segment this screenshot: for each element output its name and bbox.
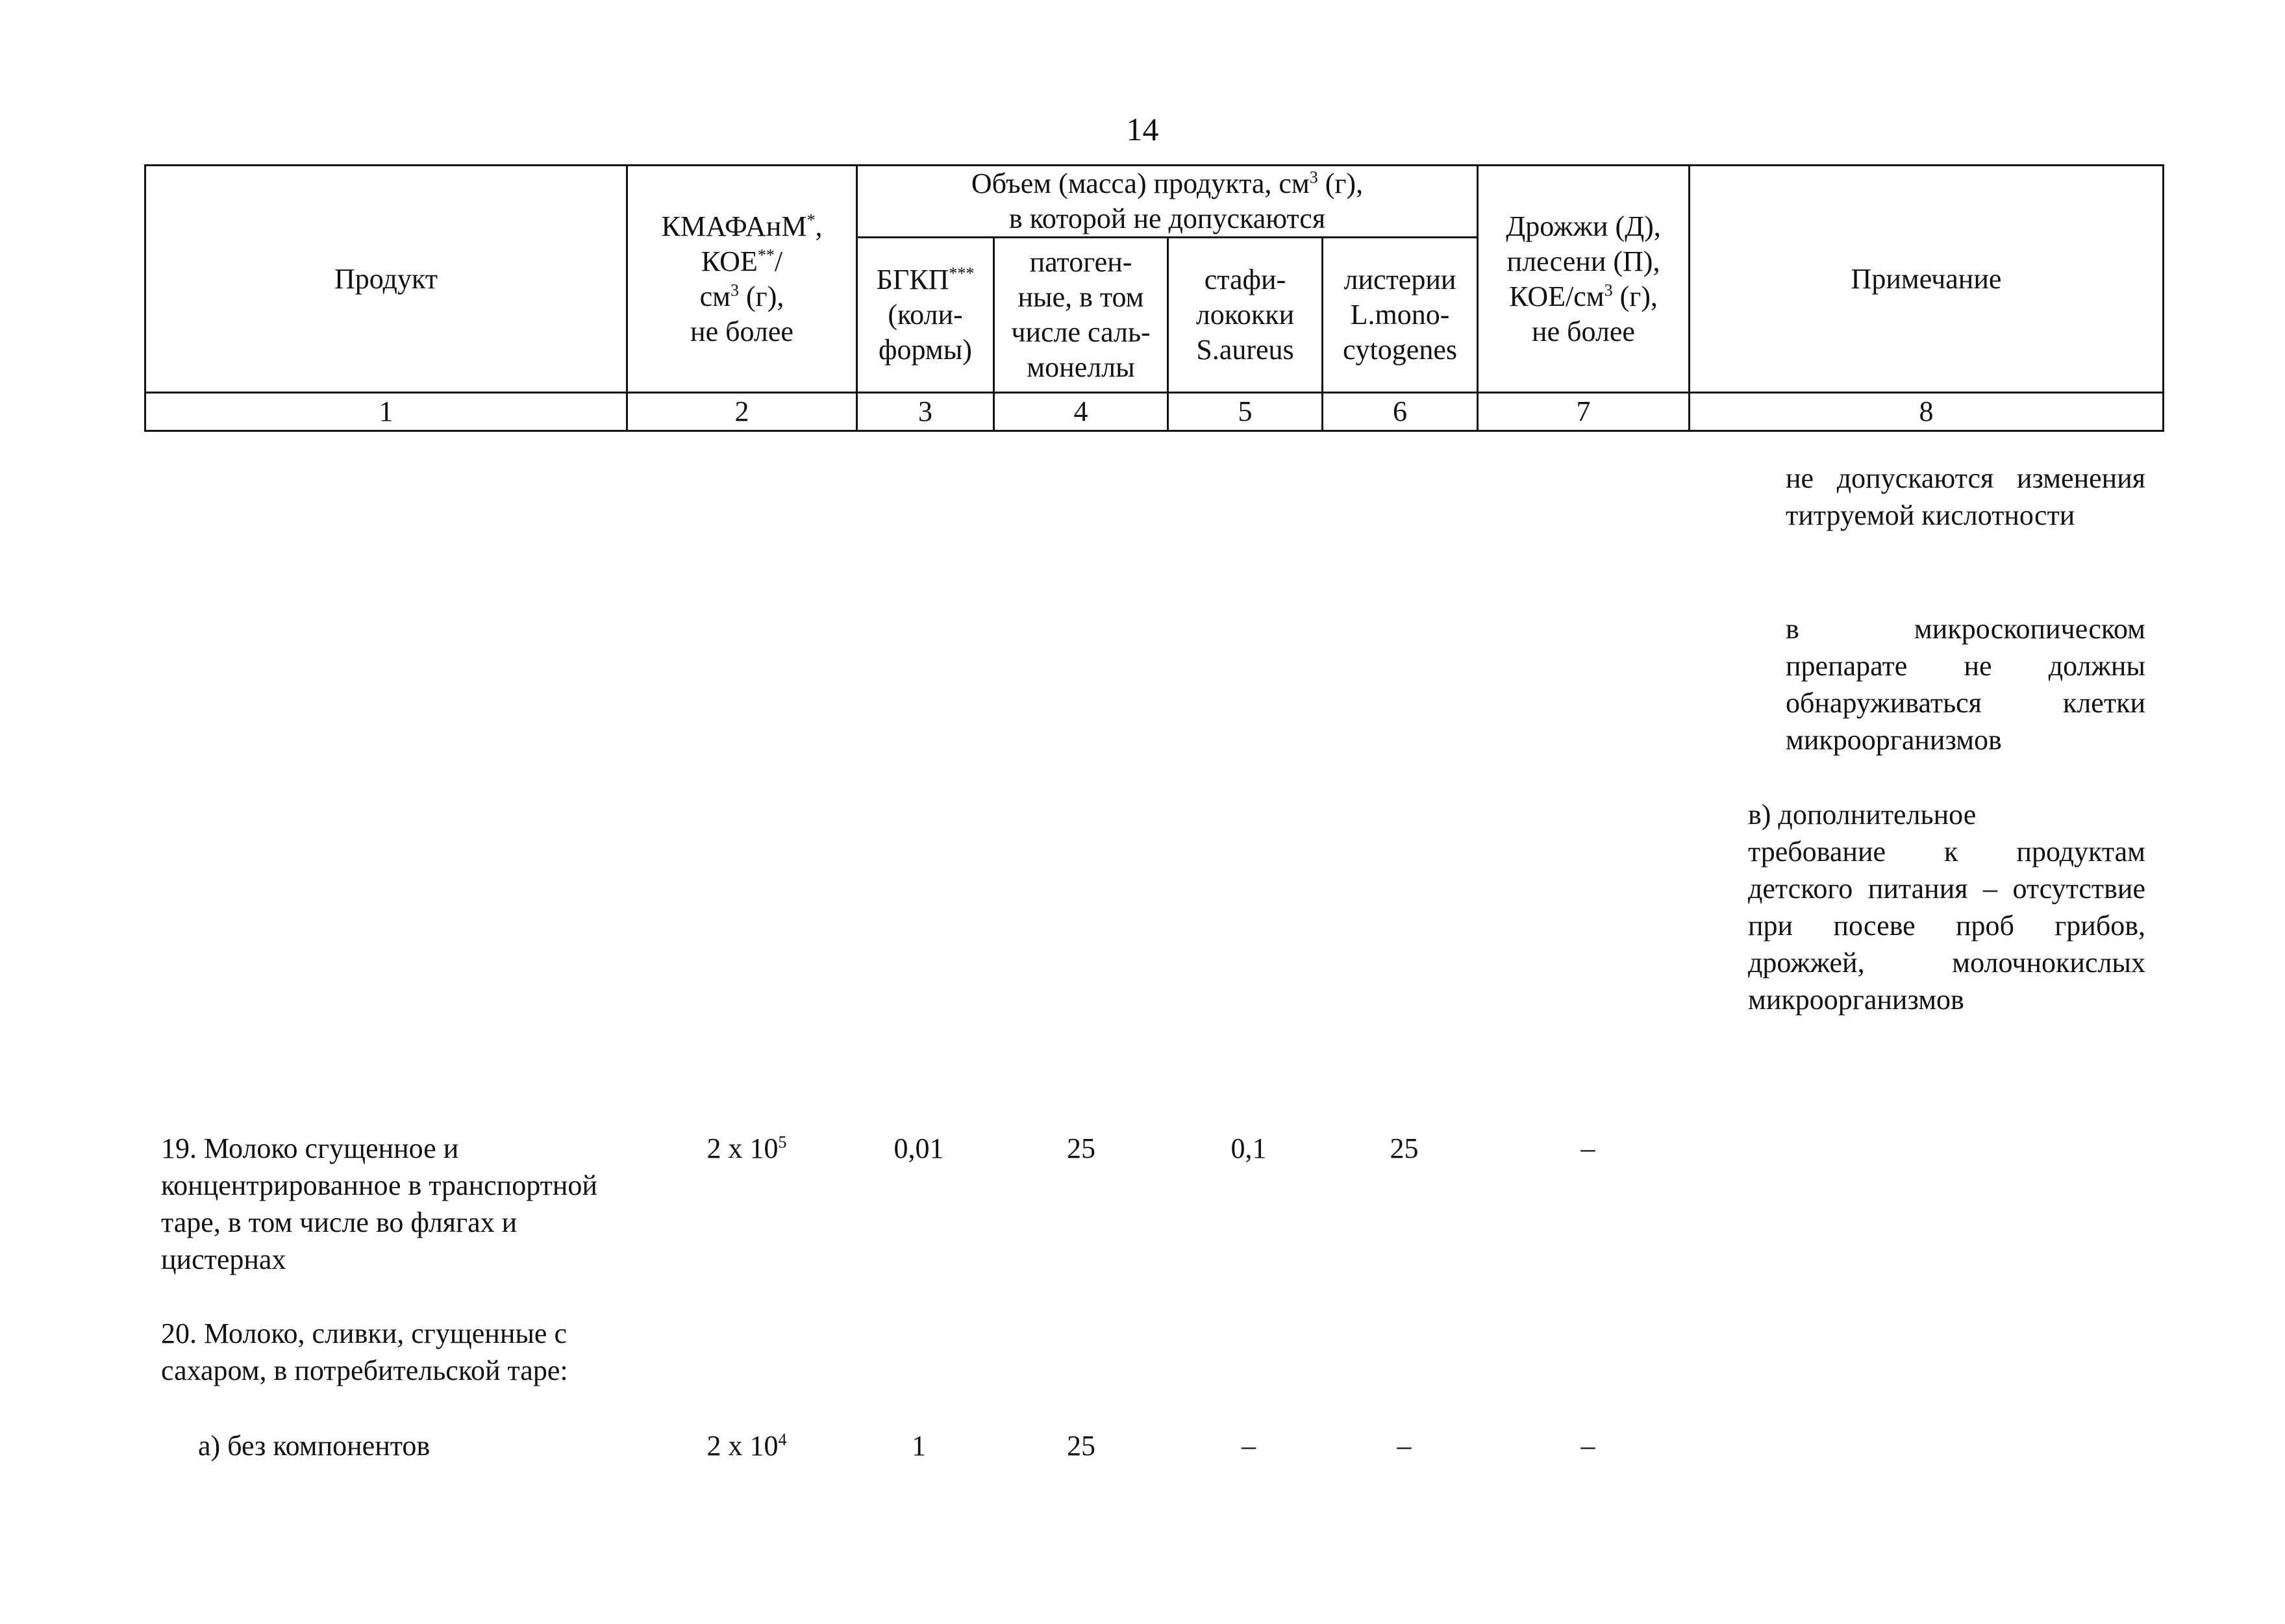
header-bgkp: БГКП*** (коли- формы): [857, 238, 994, 393]
header-staphylococci: стафи- лококки S.aureus: [1168, 238, 1323, 393]
row-19-yeast-mold: –: [1580, 1132, 1595, 1164]
row-20-product: 20. Молоко, сливки, сгущенные с сахаром, в потребительской таре:: [161, 1318, 568, 1386]
column-number: 3: [857, 393, 994, 431]
column-number: 4: [994, 393, 1168, 431]
header-product: Продукт: [145, 166, 627, 393]
header-note: Примечание: [1690, 166, 2164, 393]
note-microscopic-check: в микроскопическом препарате не должны обнаруживаться клетки микроорганизмов: [1786, 613, 2145, 756]
row-20a-bgkp: 1: [912, 1430, 926, 1462]
row-20a-pathogens: 25: [1067, 1430, 1095, 1462]
row-19-bgkp: 0,01: [893, 1132, 944, 1164]
row-19-pathogens: 25: [1067, 1132, 1095, 1164]
row-19-product: 19. Молоко сгущенное и концентрированное в транспортной таре, в том числе во флягах и цистернах: [161, 1132, 597, 1275]
note-baby-food-rest: требование к продуктам детского питания – отсутствие при посеве проб грибов, дрожжей, молочнокислых микроорганизмов: [1748, 836, 2145, 1016]
row-20a-yeast-mold: –: [1580, 1430, 1595, 1462]
table-header: [144, 164, 2164, 432]
row-20a-product: а) без компонентов: [198, 1430, 431, 1462]
row-20a-staphylococci: –: [1242, 1430, 1256, 1462]
column-number: 1: [145, 393, 627, 431]
column-number: 5: [1168, 393, 1323, 431]
note-baby-food-requirement: [1748, 796, 2145, 1018]
column-number: 2: [627, 393, 857, 431]
note-titratable-acidity: не допускаются изменения титруемой кислотности: [1786, 462, 2145, 531]
header-volume-group: Объем (масса) продукта, $см^3$ (г), в которой не допускаются: [857, 166, 1478, 238]
column-number: 7: [1478, 393, 1690, 431]
header-yeast-mold: Дрожжи (Д), плесени (П), КОЕ/$см^3$ (г), не более: [1478, 166, 1690, 393]
row-19-staphylococci: 0,1: [1230, 1132, 1267, 1164]
header-listeria: листерии L.mono- cytogenes: [1323, 238, 1478, 393]
row-19-kmafanm: 2 х $10^5$: [706, 1132, 787, 1164]
row-20a-kmafanm: 2 х $10^4$: [706, 1430, 787, 1462]
row-20a-listeria: –: [1397, 1430, 1412, 1462]
header-kmafanm: КМАФАнМ*, КОЕ**/ $см^3$ (г), не более: [627, 166, 857, 393]
column-number: 6: [1323, 393, 1478, 431]
row-19-listeria: 25: [1390, 1132, 1419, 1164]
note-baby-food-first-line: в) дополнительное: [1748, 799, 1977, 831]
page-number: 14: [1126, 111, 1159, 147]
column-number: 8: [1690, 393, 2164, 431]
header-pathogens: патоген- ные, в том числе саль- монеллы: [994, 238, 1168, 393]
